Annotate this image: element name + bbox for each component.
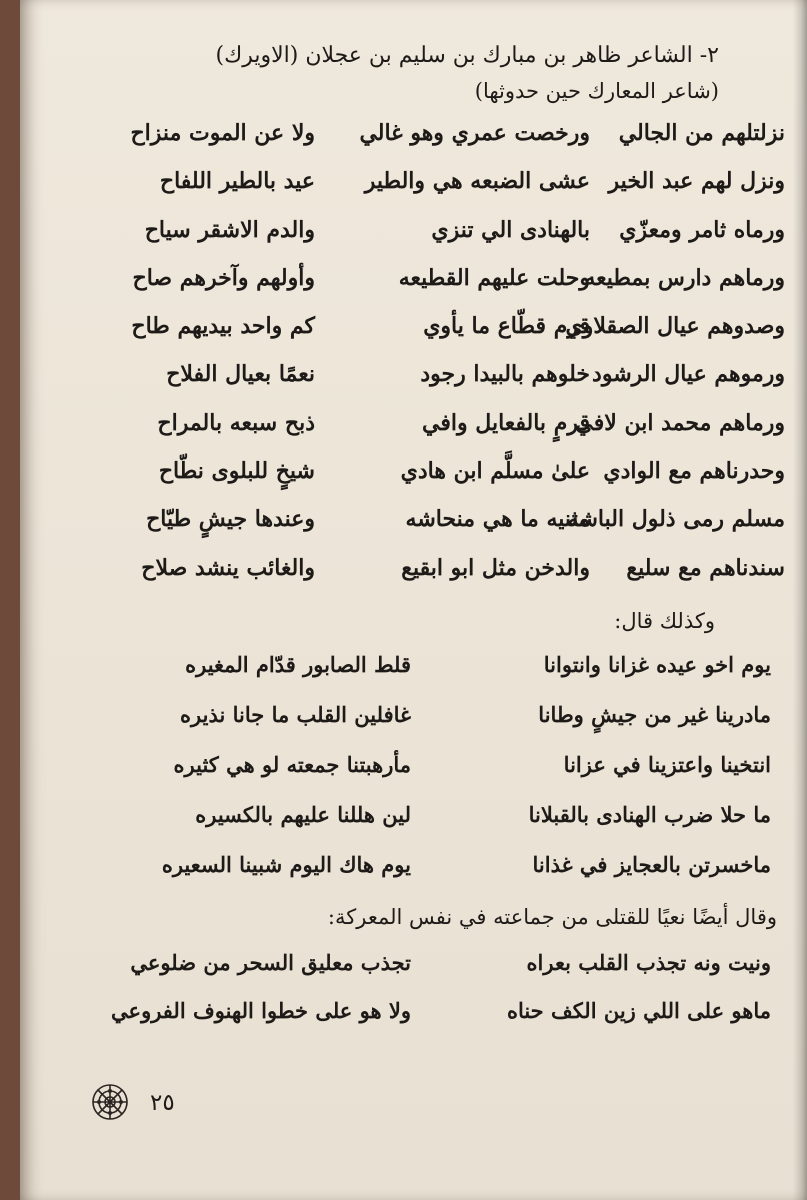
poem-line — [91, 802, 771, 852]
book-page — [20, 0, 807, 1200]
poem-line — [91, 852, 771, 902]
ode-cell: خلوهم بالبيدا رجود — [420, 361, 590, 388]
poem-line — [91, 702, 771, 752]
poem-line — [91, 752, 771, 802]
first-hemistich: مادرينا غير من جيشٍ وطانا — [538, 702, 771, 727]
second-hemistich: مأرهبتنا جمعته لو هي كثيره — [173, 752, 411, 777]
ode-cell: سندناهم مع سليع — [626, 554, 785, 581]
ode-cell: عيد بالطير اللفاح — [159, 168, 315, 195]
second-hemistich: غافلين القلب ما جانا نذيره — [180, 702, 411, 727]
ode-cell: ورموهم عيال الرشود — [592, 361, 785, 388]
ode-block — [85, 120, 785, 603]
ode-cell: وأولهم وآخرهم صاح — [132, 264, 315, 291]
ode-cell: عشى الضبعه هي والطير — [364, 168, 590, 195]
ode-cell: ذبح سبعه بالمراح — [157, 409, 315, 436]
ode-cell: وحدرناهم مع الوادي — [603, 458, 785, 485]
ode-cell: ورخصت عمري وهو غالي — [359, 120, 590, 146]
ode-cell: علىٰ مسلَّم ابن هادي — [400, 458, 590, 485]
ode-cell: والدم الاشقر سياح — [144, 216, 315, 243]
ode-cell: نعمًا بعيال الفلاح — [166, 361, 315, 388]
poem-line — [91, 950, 771, 998]
ode-line — [85, 506, 785, 554]
second-hemistich: ولا هو على خطوا الهنوف الفروعي — [111, 998, 411, 1023]
ode-cell: وعندها جيشٍ طيّاح — [146, 506, 315, 533]
ode-line — [85, 555, 785, 603]
ode-line — [85, 120, 785, 168]
first-hemistich: ما حلا ضرب الهنادى بالقبلانا — [528, 802, 771, 827]
first-hemistich: يوم اخو عيده غزانا وانتوانا — [543, 652, 771, 677]
ode-line — [85, 361, 785, 409]
ode-cell: ورماه ثامر ومعزّي — [619, 216, 785, 243]
ode-cell: نزلتلهم من الجالي — [618, 120, 785, 146]
ode-cell: والغائب ينشد صلاح — [141, 554, 315, 581]
first-hemistich: ونيت ونه تجذب القلب بعراه — [526, 950, 771, 975]
first-hemistich: ماهو على اللي زين الكف حناه — [506, 998, 771, 1023]
ode-cell: ونزل لهم عبد الخير — [608, 168, 785, 195]
first-hemistich: ماخسرتن بالعجايز في غذانا — [532, 852, 771, 877]
ode-cell: مثنيه ما هي منحاشه — [405, 506, 590, 533]
elegy-intro: وقال أيضًا نعيًا للقتلى من جماعته في نفس المعركة: — [327, 905, 777, 929]
poem-block — [91, 652, 771, 902]
ode-line — [85, 265, 785, 313]
ode-line — [85, 313, 785, 361]
poet-subheading: (شاعر المعارك حين حدوثها) — [474, 79, 719, 103]
second-hemistich: يوم هاك اليوم شبينا السعيره — [161, 852, 411, 877]
ode-cell: والدخن مثل ابو ابقيع — [401, 554, 590, 581]
ode-line — [85, 410, 785, 458]
page-edge-shadow — [793, 0, 807, 1200]
ode-cell: قرمٍ بالفعايل وافي — [422, 409, 590, 436]
ode-line — [85, 458, 785, 506]
second-hemistich: قلط الصابور قدّام المغيره — [185, 652, 411, 677]
ode-cell: ورماهم محمد ابن لافي — [575, 409, 785, 436]
ode-cell: بالهنادى الي تنزي — [431, 216, 590, 243]
poem-line — [91, 652, 771, 702]
poem-line — [91, 998, 771, 1046]
ode-cell: شيخٍ للبلوى نطّاح — [158, 458, 315, 485]
ode-cell: وصدوهم عيال الصقلاوي — [565, 313, 785, 340]
poem-intro: وكذلك قال: — [614, 609, 715, 633]
page-number: ٢٥ — [150, 1090, 175, 1116]
ode-line — [85, 168, 785, 216]
rosette-ornament-icon — [90, 1082, 130, 1122]
ode-cell: ولا عن الموت منزاح — [130, 120, 315, 146]
second-hemistich: لين هللنا عليهم بالكسيره — [195, 802, 411, 827]
ode-line — [85, 217, 785, 265]
ode-cell: مسلم رمى ذلول الباشه — [567, 506, 785, 533]
ode-cell: كم واحد بيديهم طاح — [131, 313, 315, 340]
poet-heading: ٢- الشاعر ظاهر بن مبارك بن سليم بن عجلان (الاويرك) — [215, 43, 719, 68]
ode-cell: ورماهم دارس بمطيعه — [584, 264, 785, 291]
second-hemistich: تجذب معليق السحر من ضلوعي — [130, 950, 411, 975]
ode-cell: قرم قطّاع ما يأوي — [423, 313, 590, 340]
elegy-block — [91, 950, 771, 1046]
ode-cell: وحلت عليهم القطيعه — [398, 264, 590, 291]
first-hemistich: انتخينا واعتزينا في عزانا — [563, 752, 771, 777]
